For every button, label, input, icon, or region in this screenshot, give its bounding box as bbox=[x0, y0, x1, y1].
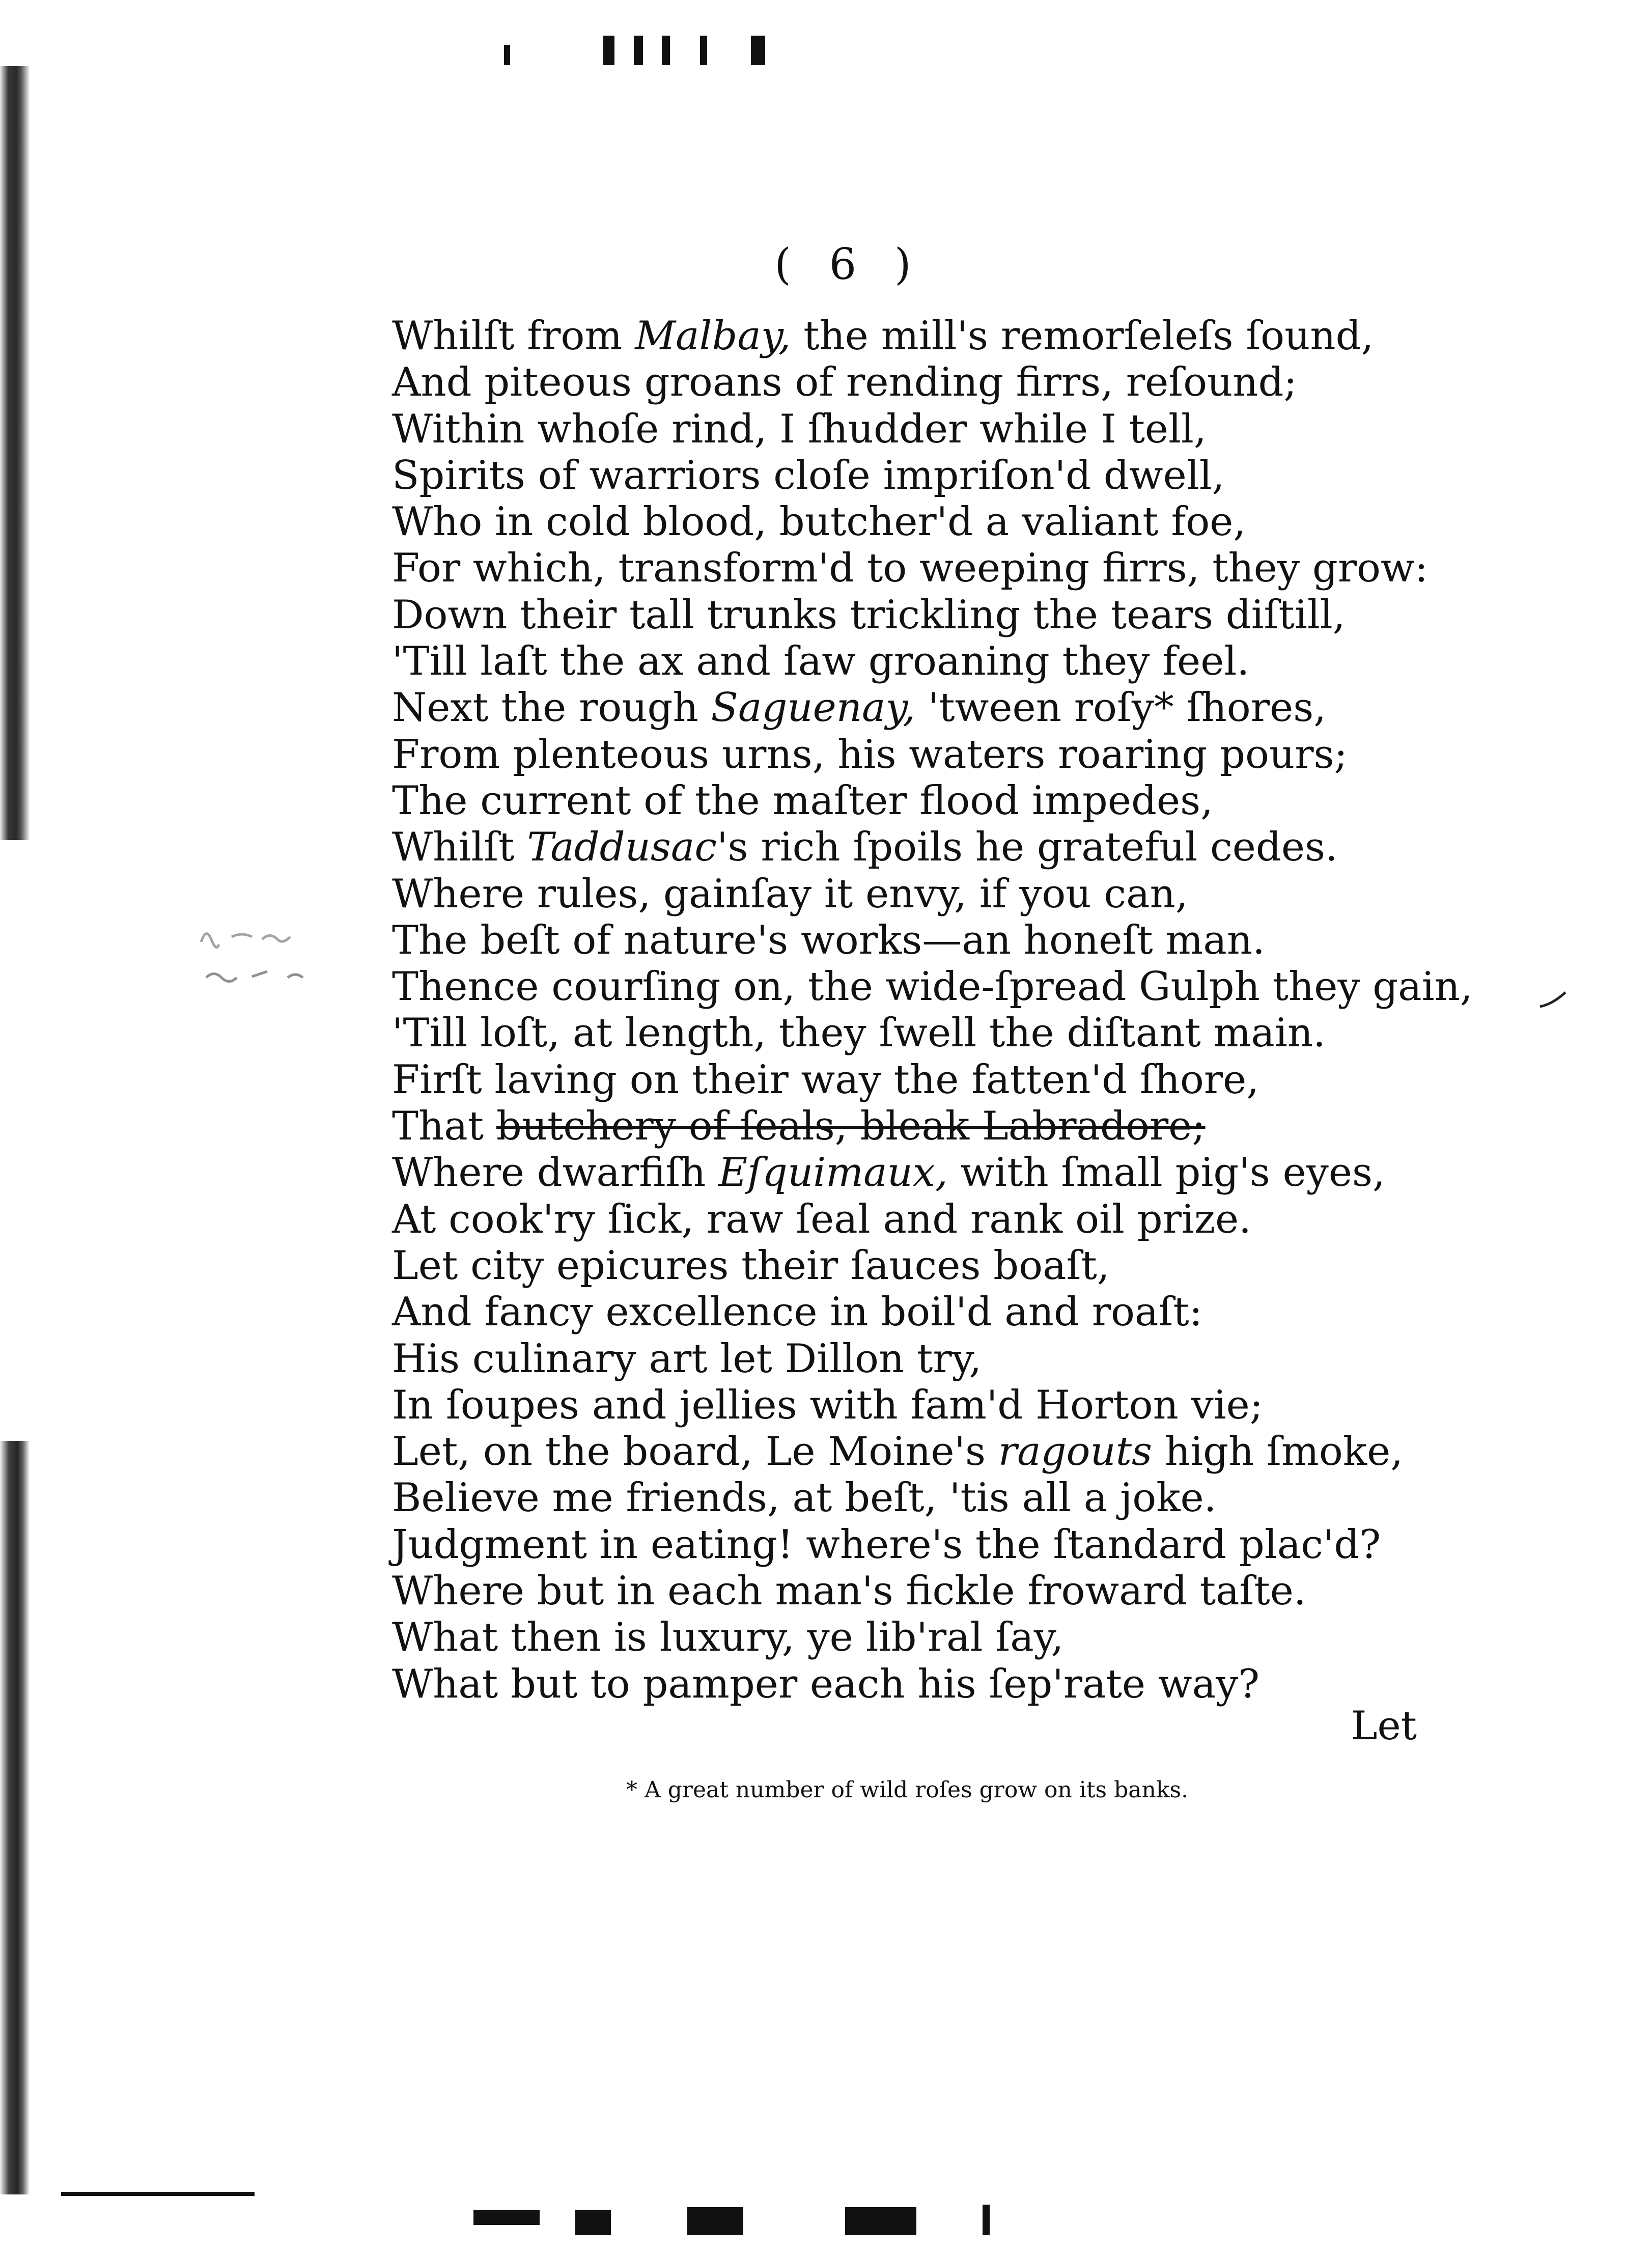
line-text: Let city epicures their ſauces boaſt, bbox=[392, 1242, 1110, 1289]
line-text: His culinary art let Dillon try, bbox=[392, 1336, 982, 1382]
poem-line bbox=[392, 592, 1415, 638]
italic-proper-noun: Eſquimaux, bbox=[718, 1150, 948, 1196]
line-text: 'tween roſy* ſhores, bbox=[915, 685, 1327, 731]
poem-line bbox=[392, 313, 1415, 359]
poem-line bbox=[392, 1615, 1415, 1661]
poem-line bbox=[392, 1522, 1415, 1568]
poem-line bbox=[392, 1289, 1415, 1336]
italic-proper-noun: Malbay, bbox=[635, 313, 791, 359]
poem-line bbox=[392, 778, 1415, 824]
poem-line bbox=[392, 685, 1415, 731]
poem-line bbox=[392, 1661, 1415, 1708]
line-text: And fancy excellence in boil'd and roaſt: bbox=[392, 1289, 1202, 1336]
line-text: Down their tall trunks trickling the tears diſtill, bbox=[392, 592, 1346, 638]
line-text: Whilſt from bbox=[392, 313, 635, 359]
top-registration-marks bbox=[504, 36, 789, 66]
line-text: And piteous groans of rending firrs, reſound; bbox=[392, 359, 1297, 406]
poem-line bbox=[392, 1103, 1415, 1150]
handwritten-margin-note bbox=[186, 916, 369, 998]
poem-line bbox=[392, 824, 1415, 871]
line-text: 's rich ſpoils he grateful cedes. bbox=[717, 824, 1338, 871]
poem-line bbox=[392, 1336, 1415, 1382]
line-text: Where but in each man's fickle froward taſte. bbox=[392, 1568, 1306, 1615]
italic-proper-noun: Taddusac bbox=[527, 824, 717, 871]
poem-line bbox=[392, 917, 1415, 964]
poem-line bbox=[392, 1010, 1415, 1056]
bottom-registration-rule bbox=[61, 2192, 255, 2196]
poem-text bbox=[392, 313, 1473, 1708]
poem-line bbox=[392, 1568, 1415, 1615]
line-text: In ſoupes and jellies with fam'd Horton vie; bbox=[392, 1382, 1264, 1428]
line-text: Whilſt bbox=[392, 824, 527, 871]
poem-line bbox=[392, 1057, 1415, 1103]
poem-line bbox=[392, 1150, 1415, 1196]
italic-proper-noun: Saguenay, bbox=[711, 685, 916, 731]
line-text: From plenteous urns, his waters roaring pours; bbox=[392, 731, 1348, 777]
line-text: Where dwarfiſh bbox=[392, 1150, 719, 1196]
poem-line bbox=[392, 499, 1415, 545]
poem-line bbox=[392, 545, 1429, 592]
line-text: At cook'ry ſick, raw ſeal and rank oil prize. bbox=[392, 1196, 1251, 1242]
line-text: 'Till loſt, at length, they ſwell the diſtant main. bbox=[392, 1010, 1326, 1056]
line-text: The current of the maſter flood impedes, bbox=[392, 777, 1213, 824]
catchword: Let bbox=[1351, 1703, 1417, 1749]
line-text: Within whoſe rind, I ſhudder while I tell, bbox=[392, 406, 1207, 452]
poem-line bbox=[392, 406, 1415, 453]
poem-line bbox=[392, 1382, 1415, 1429]
poem-line bbox=[392, 1429, 1415, 1475]
handwritten-annotation-icon bbox=[186, 916, 369, 998]
line-text: the mill's remorſeleſs ſound, bbox=[791, 313, 1374, 359]
poem-line bbox=[392, 638, 1415, 685]
line-text: Firſt laving on their way the fatten'd ſhore, bbox=[392, 1056, 1259, 1103]
bottom-registration-marks bbox=[66, 2200, 1033, 2235]
poem-line bbox=[392, 871, 1415, 917]
line-text: Judgment in eating! where's the ſtandard plac'd? bbox=[392, 1521, 1381, 1568]
poem-line bbox=[392, 964, 1473, 1010]
poem-line bbox=[392, 1243, 1415, 1289]
line-text: For which, transform'd to weeping firrs, they grow: bbox=[392, 545, 1429, 592]
line-text: Believe me friends, at beſt, 'tis all a joke. bbox=[392, 1475, 1217, 1521]
line-text: What but to pamper each his ſep'rate way? bbox=[392, 1661, 1260, 1707]
italic-proper-noun: ragouts bbox=[998, 1429, 1153, 1475]
line-text: with ſmall pig's eyes, bbox=[947, 1150, 1385, 1196]
poem-line bbox=[392, 453, 1415, 499]
page-number: ( 6 ) bbox=[774, 239, 923, 289]
poem-line bbox=[392, 732, 1415, 778]
line-text: Thence courſing on, the wide-ſpread Gulph they gain, bbox=[392, 964, 1473, 1010]
footnote: * A great number of wild roſes grow on its banks. bbox=[626, 1777, 1189, 1803]
line-text: Where rules, gainſay it envy, if you can, bbox=[392, 871, 1188, 917]
line-text: 'Till laſt the ax and ſaw groaning they feel. bbox=[392, 638, 1250, 685]
line-text: Let, on the board, Le Moine's bbox=[392, 1429, 998, 1475]
poem-line bbox=[392, 1197, 1415, 1243]
line-text: Next the rough bbox=[392, 685, 711, 731]
line-text: That bbox=[392, 1103, 496, 1150]
poem-line bbox=[392, 1475, 1415, 1521]
line-text: The beſt of nature's works—an honeſt man. bbox=[392, 917, 1265, 963]
stray-pencil-mark bbox=[1537, 990, 1568, 1011]
line-text: Who in cold blood, butcher'd a valiant foe, bbox=[392, 499, 1246, 545]
scan-edge-shadow bbox=[0, 66, 30, 840]
struck-through-text: butchery of ſeals, bleak Labradore; bbox=[496, 1103, 1206, 1150]
line-text: Spirits of warriors cloſe impriſon'd dwell, bbox=[392, 452, 1225, 498]
line-text: What then is luxury, ye lib'ral ſay, bbox=[392, 1615, 1064, 1661]
scan-edge-shadow-lower bbox=[0, 1441, 30, 2194]
poem-line bbox=[392, 359, 1415, 406]
line-text: high ſmoke, bbox=[1152, 1429, 1404, 1475]
